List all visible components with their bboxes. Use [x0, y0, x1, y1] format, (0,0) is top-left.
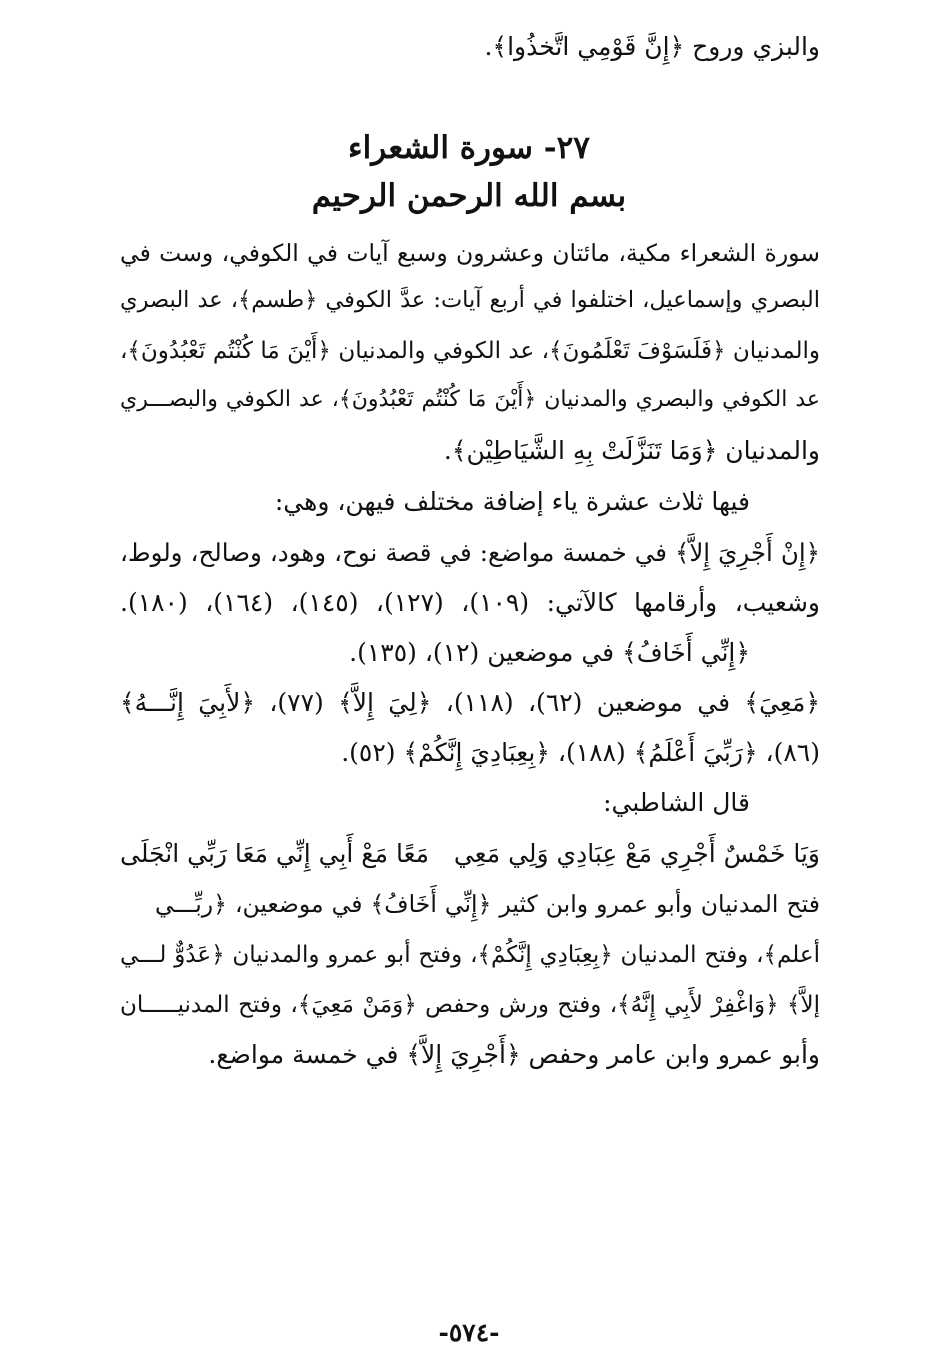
text-line: إلاَّ﴾ ﴿وَاغْفِرْ لأَبِي إِنَّهُ﴾، وفتح ورش وحفص ﴿وَمَنْ مَعِيَ﴾، وفتح المدنيـــــان [120, 992, 820, 1018]
text-line: فتح المدنيان وأبو عمرو وابن كثير ﴿إِنِّي أَخَافُ﴾ في موضعين، ﴿ربِّـــي [155, 890, 820, 918]
continuation-line: والبزي وروح ﴿إِنَّ قَوْمِي اتَّخذُوا﴾. [484, 32, 820, 61]
ya-idafa-intro: فيها ثلاث عشرة ياء إضافة مختلف فيهن، وهي: [274, 487, 750, 516]
text-line: والمدنيان ﴿وَمَا تَنَزَّلَتْ بِهِ الشَّيَاطِيْن﴾. [443, 436, 820, 465]
text-line: ﴿مَعِيَ﴾ في موضعين (٦٢)، (١١٨)، ﴿لِيَ إِلاَّ﴾ (٧٧)، ﴿لأَبِيَ إِنَّـــهُ﴾ [120, 688, 821, 717]
text-line: سورة الشعراء مكية، مائتان وعشرون وسبع آيات في الكوفي، وست في [120, 239, 820, 267]
text-line: وأبو عمرو وابن عامر وحفص ﴿أَجْرِيَ إِلاَّ﴾ في خمسة مواضع. [208, 1040, 820, 1069]
text-line: (٨٦)، ﴿رَبِّيَ أَعْلَمُ﴾ (١٨٨)، ﴿بِعِبَادِيَ إِنَّكُمْ﴾ (٥٢). [341, 738, 820, 767]
verse-first-hemistich: وَيَا خَمْسٌ أَجْرِي مَعْ عِبَادِي وَلِي مَعِي [453, 839, 820, 868]
text-line: والمدنيان ﴿فَلَسَوْفَ تَعْلَمُونَ﴾، عد الكوفي والمدنيان ﴿أَيْنَ مَا كُنْتُم تَعْبُدُونَ﴾، [120, 338, 820, 364]
text-line: عد الكوفي والبصري والمدنيان ﴿أَيْنَ مَا كُنْتُم تَعْبُدُونَ﴾، عد الكوفي والبصـــري [120, 387, 820, 412]
text-line: البصري وإسماعيل، اختلفوا في أربع آيات: عدَّ الكوفي ﴿طسم﴾، عد البصري [120, 287, 820, 313]
page-number: -٥٧٤- [438, 1318, 500, 1347]
text-line: ﴿إِنْ أَجْرِيَ إِلاَّ﴾ في خمسة مواضع: في قصة نوح، وهود، وصالح، ولوط، [120, 538, 820, 567]
poetry-verse [120, 834, 820, 874]
text-line: أعلم﴾، وفتح المدنيان ﴿بِعِبَادِي إِنَّكُمْ﴾، وفتح أبو عمرو والمدنيان ﴿عَدُوٌّ لـــي [120, 942, 820, 968]
verse-second-hemistich: مَعًا مَعْ أَبِي إِنِّي مَعَا رَبِّي انْجَلَى [120, 839, 430, 868]
shatibi-label: قال الشاطبي: [603, 788, 750, 817]
surah-title: ٢٧- سورة الشعراء [348, 130, 590, 166]
basmala: بسم الله الرحمن الرحيم [311, 178, 627, 214]
akhaf-line: ﴿إِنِّي أَخَافُ﴾ في موضعين (١٢)، (١٣٥). [349, 638, 750, 667]
text-line: وشعيب، وأرقامها كالآتي: (١٠٩)، (١٢٧)، (١٤٥)، (١٦٤)، (١٨٠). [120, 588, 820, 617]
